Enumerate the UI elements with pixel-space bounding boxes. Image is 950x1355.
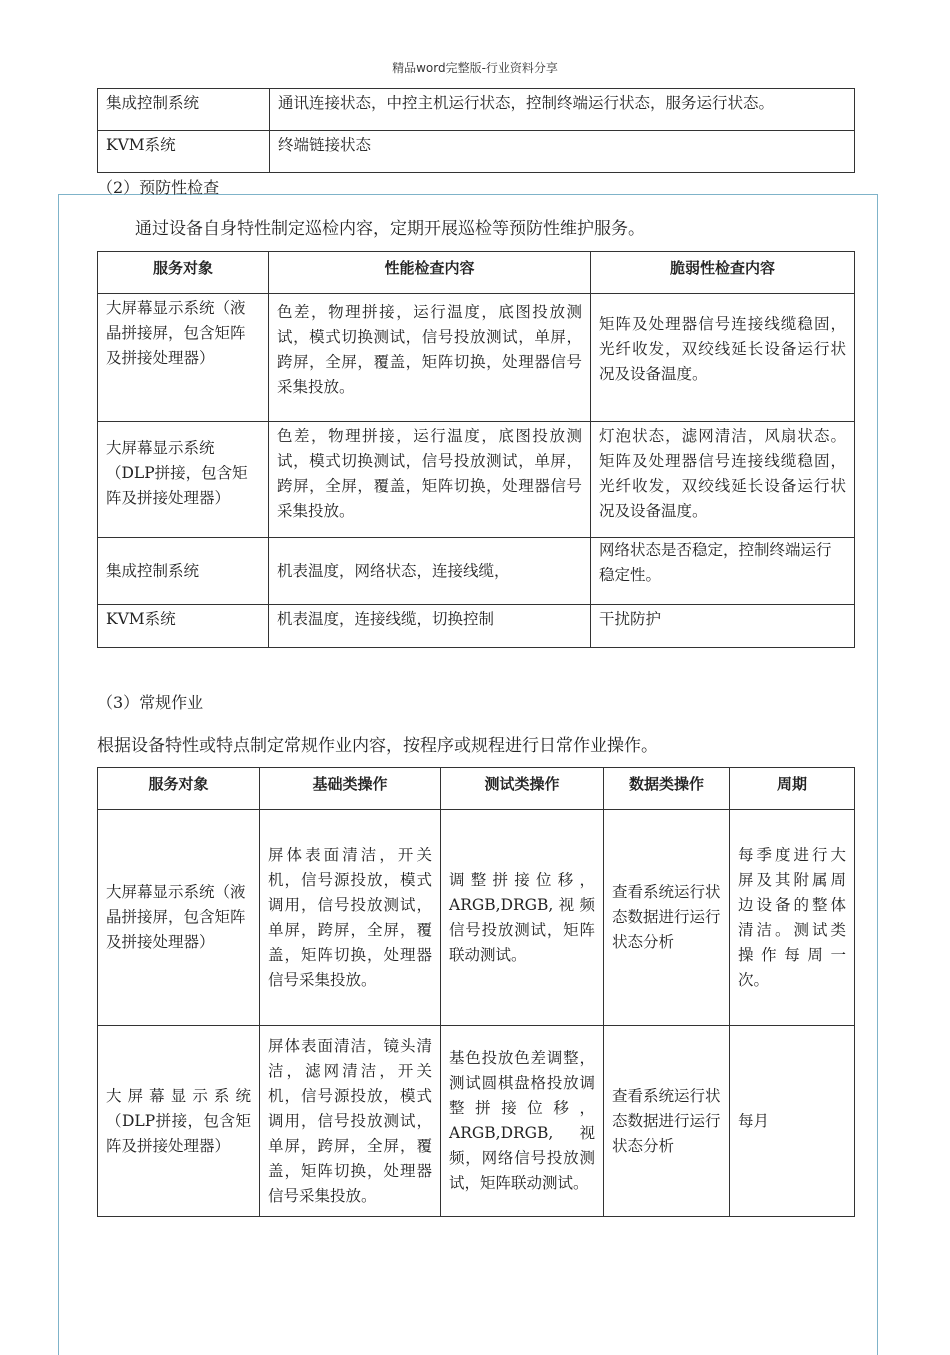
section-intro-preventive: 通过设备自身特性制定巡检内容，定期开展巡检等预防性维护服务。: [135, 219, 645, 239]
table-cell-object: 集成控制系统: [98, 89, 270, 131]
section-intro-routine: 根据设备特性或特点制定常规作业内容，按程序或规程进行日常作业操作。: [97, 736, 658, 756]
routine-operation-table: [97, 767, 855, 1217]
table-row: [98, 1026, 855, 1217]
table-cell-data: 查看系统运行状态数据进行运行状态分析: [604, 1026, 730, 1217]
column-header: 周期: [730, 768, 855, 810]
table-cell-object: KVM系统: [98, 605, 269, 648]
page-header: 精品word完整版-行业资料分享: [392, 61, 558, 75]
table-cell-performance: 机表温度，网络状态，连接线缆，: [269, 538, 591, 605]
column-header: 脆弱性检查内容: [591, 252, 855, 294]
column-header: 服务对象: [98, 252, 269, 294]
table-cell-performance: 色差，物理拼接，运行温度，底图投放测试，模式切换测试，信号投放测试，单屏，跨屏，全屏，覆盖，矩阵切换，处理器信号采集投放。: [269, 422, 591, 538]
table-row: [98, 605, 855, 648]
table-cell-data: 查看系统运行状态数据进行运行状态分析: [604, 810, 730, 1026]
table-cell-period: 每季度进行大屏及其附属周边设备的整体清洁。测试类操作每周一次。: [730, 810, 855, 1026]
table-header-row: [98, 252, 855, 294]
table-cell-basic: 屏体表面清洁，开关机，信号源投放，模式调用，信号投放测试，单屏，跨屏，全屏，覆盖，矩阵切换，处理器信号采集投放。: [260, 810, 441, 1026]
column-header: 性能检查内容: [269, 252, 591, 294]
table-cell-object: 大屏幕显示系统（DLP拼接，包含矩阵及拼接处理器）: [98, 422, 269, 538]
table-cell-content: 通讯连接状态，中控主机运行状态，控制终端运行状态，服务运行状态。: [270, 89, 855, 131]
table-cell-content: 终端链接状态: [270, 131, 855, 173]
table-cell-vulnerability: 矩阵及处理器信号连接线缆稳固，光纤收发，双绞线延长设备运行状况及设备温度。: [591, 294, 855, 422]
table-cell-object: 集成控制系统: [98, 538, 269, 605]
table-cell-vulnerability: 灯泡状态，滤网清洁，风扇状态。矩阵及处理器信号连接线缆稳固，光纤收发，双绞线延长设备运行状况及设备温度。: [591, 422, 855, 538]
table-cell-object: 大屏幕显示系统（液晶拼接屏，包含矩阵及拼接处理器）: [98, 294, 269, 422]
column-header: 服务对象: [98, 768, 260, 810]
table-cell-object: KVM系统: [98, 131, 270, 173]
table-cell-basic: 屏体表面清洁，镜头清洁，滤网清洁，开关机，信号源投放，模式调用，信号投放测试，单屏，跨屏，全屏，覆盖，矩阵切换，处理器信号采集投放。: [260, 1026, 441, 1217]
table-cell-test: 调整拼接位移，ARGB,DRGB,视频信号投放测试，矩阵联动测试。: [441, 810, 604, 1026]
preventive-check-table: [97, 251, 855, 648]
section-heading-preventive: （2）预防性检查: [97, 178, 220, 197]
column-header: 数据类操作: [604, 768, 730, 810]
table-cell-object: 大屏幕显示系统（液晶拼接屏，包含矩阵及拼接处理器）: [98, 810, 260, 1026]
table-cell-object: 大屏幕显示系统（DLP拼接，包含矩阵及拼接处理器）: [98, 1026, 260, 1217]
table-row: [98, 538, 855, 605]
table-cell-vulnerability: 网络状态是否稳定，控制终端运行稳定性。: [591, 538, 855, 605]
table-row: [98, 422, 855, 538]
table-cell-period: 每月: [730, 1026, 855, 1217]
table-cell-test: 基色投放色差调整，测试圆棋盘格投放调整拼接位移，ARGB,DRGB,视频，网络信号投放测试，矩阵联动测试。: [441, 1026, 604, 1217]
column-header: 测试类操作: [441, 768, 604, 810]
column-header: 基础类操作: [260, 768, 441, 810]
table-row: [98, 89, 855, 131]
table-row: [98, 294, 855, 422]
section-heading-routine: （3）常规作业: [97, 693, 204, 712]
table-row: [98, 131, 855, 173]
table-row: [98, 810, 855, 1026]
table-cell-performance: 色差，物理拼接，运行温度，底图投放测试，模式切换测试，信号投放测试，单屏，跨屏，全屏，覆盖，矩阵切换，处理器信号采集投放。: [269, 294, 591, 422]
table-cell-performance: 机表温度，连接线缆，切换控制: [269, 605, 591, 648]
table-header-row: [98, 768, 855, 810]
table-cell-vulnerability: 干扰防护: [591, 605, 855, 648]
system-status-table: [97, 88, 855, 173]
